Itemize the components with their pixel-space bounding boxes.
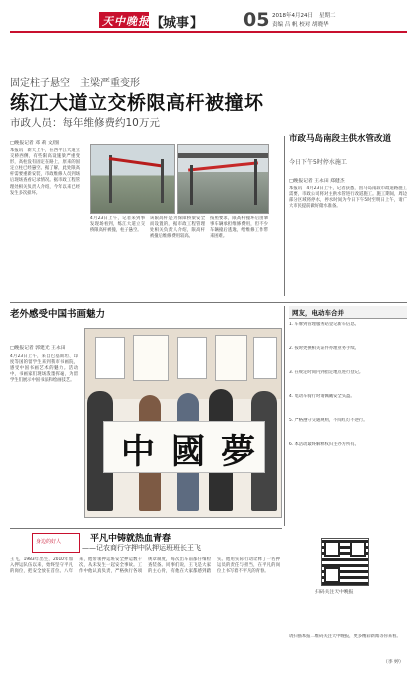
art-photo-frame-3: [177, 337, 207, 379]
section-divider-2: [10, 528, 282, 529]
photo-bridge-deck: [178, 153, 268, 158]
lead-col-1: 本报讯 新天上午，在西平江大道立交桥西侧，有些限高设施梁严重变形，高柱没有固定在路上，原来的固定立柱已经悬空。据了解，此处限高杆需要重新安装，市政维修人员到场后现场查看记录情况。据市政工程管理处相关负责人介绍，今年以来已经发生多次损坏。: [10, 148, 80, 196]
qr-finder-tl: [324, 541, 340, 557]
masthead-section: 城事: [163, 16, 190, 31]
brief-headline: 市政马岛南段主供水管改道: [289, 134, 392, 144]
art-photo-frame-5: [253, 337, 277, 379]
photo-barrier-beam-2: [188, 161, 258, 171]
notice-credit: （李 婷）: [383, 660, 404, 665]
masthead-divider: [10, 31, 407, 33]
masthead-editors: 责编 吕 帆 校对 胡晓华: [272, 22, 329, 28]
qr-caption: 扫码关注天中晚报: [315, 590, 354, 595]
photo-barrier-pole-right: [161, 159, 164, 203]
masthead-bracket-right: 】: [190, 16, 204, 31]
qr-finder-tr: [350, 541, 366, 557]
notice-caption: 请扫描本报二维码关注天中晚报，更多精彩新闻等你来看。: [289, 634, 401, 639]
lead-vertical-divider: [284, 136, 285, 296]
art-photo-frame-4: [215, 335, 247, 381]
notice-item: 1. 车牌到管理服务站登记新车信息。: [289, 322, 359, 327]
profile-story: [10, 531, 280, 671]
art-byline: □晚报记者 郭建光 王永田: [10, 346, 66, 351]
brief-story: [289, 134, 407, 294]
notice-item: 4. 电动车骑行时请佩戴安全头盔。: [289, 394, 355, 399]
masthead-page-number: 05: [243, 9, 270, 31]
art-vertical-divider: [284, 306, 285, 526]
section-divider-1: [10, 302, 407, 303]
notice-item: 5. 严格遵守交通规则，不闯红灯不逆行。: [289, 418, 368, 423]
lead-byline: □晚报记者 邓 莉 文/图: [10, 141, 60, 146]
brief-text: 本报讯 4月23日上午，记者获悉，因马岛南段市政道路施工需要，市政公司将对主供水管进行改道施工。施工期间，周边部分区域将停水，停水时间为今日下午5时至明日上午，请广大市民提前做好储水准备。: [289, 186, 407, 210]
notice-box: [289, 306, 407, 668]
art-text: 4月23日上午，来自巴基斯坦、印度等国的留学生来到我市书画院，感受中国书画艺术的魅力。活动中，书画家们现场泼墨挥毫，为留学生们展示中国书法和绘画技艺。: [10, 354, 78, 384]
lead-headline: 练江大道立交桥限高杆被撞坏: [10, 92, 264, 114]
masthead-date: 2018年4月24日: [272, 13, 313, 19]
notice-headline: 网友，电动车合并: [292, 309, 344, 317]
photo-barrier-pole-3: [254, 159, 257, 205]
brief-subhead: 今日下午5时停水施工: [289, 159, 347, 166]
art-photo-frame-1: [95, 337, 125, 379]
masthead-weekday: 星期二: [319, 13, 336, 19]
profile-subhead: ——记农商行守押中队押运班班长王飞: [82, 544, 201, 552]
lead-photo-left: [90, 144, 175, 214]
lead-col-2: 4月23日上午，记者来到事发现场看到，练江大道立交桥限高杆被撞，柱子悬空。: [90, 216, 145, 234]
qr-code[interactable]: [321, 538, 369, 586]
profile-tag: 身边的好人: [36, 539, 62, 545]
profile-text: 王飞，1983年出生，2010年加入押运队伍以来，始终坚守平凡的岗位，把安全放在首位。八年来，他带领押运班安全押运数千次，从未发生一起安全事故。工作中他认真负责，严格执行各项规章制度，每次出车前都仔细检查装备。同事们说，王飞是大家的主心骨，有他在大家都感到踏实。他用实际行动诠释了一名押运员的责任与担当，在平凡的岗位上书写着不平凡的青春。: [10, 557, 280, 575]
photo-barrier-pole: [109, 155, 112, 203]
notice-item: 3. 在规定时间内到指定地点进行登记。: [289, 370, 364, 375]
masthead-logo: 天中晚报: [102, 15, 150, 28]
art-headline: 老外感受中国书画魅力: [10, 309, 106, 320]
art-photo: [84, 328, 282, 518]
photo-barrier-pole-2: [190, 165, 193, 205]
photo-barrier-beam: [109, 157, 164, 168]
art-photo-frame-2: [133, 335, 169, 381]
notice-list: [289, 322, 407, 466]
notice-item: 6. 本活动最终解释权归主办方所有。: [289, 442, 359, 447]
profile-headline: 平凡中铸就热血青春: [90, 534, 172, 544]
lead-photo-right: [177, 144, 269, 214]
art-story: [10, 306, 280, 526]
qr-finder-bl: [324, 567, 340, 583]
notice-item: 2. 按时更换相关证件办理业务手续。: [289, 346, 359, 351]
masthead-bracket-left: 【: [151, 16, 165, 31]
lead-col-4: 按照要求，限高杆撞坏后由肇事车辆承担维修费用，但不少车辆撞后逃逸，给维修工作带来困难。: [210, 216, 268, 240]
brief-byline: □晚报记者 王永田 郑健杰: [289, 179, 345, 184]
lead-story: [10, 36, 280, 301]
calligraphy-characters: 中國夢: [121, 432, 271, 472]
lead-col-3: 该限高杆是为保障桥梁安全而设置的，据市政工程管理处相关负责人介绍，限高杆被撞后维修费用较高。: [150, 216, 205, 240]
lead-subhead: 市政人员：每年维修费约10万元: [10, 117, 160, 129]
lead-kicker: 固定柱子悬空 主梁严重变形: [10, 78, 140, 89]
